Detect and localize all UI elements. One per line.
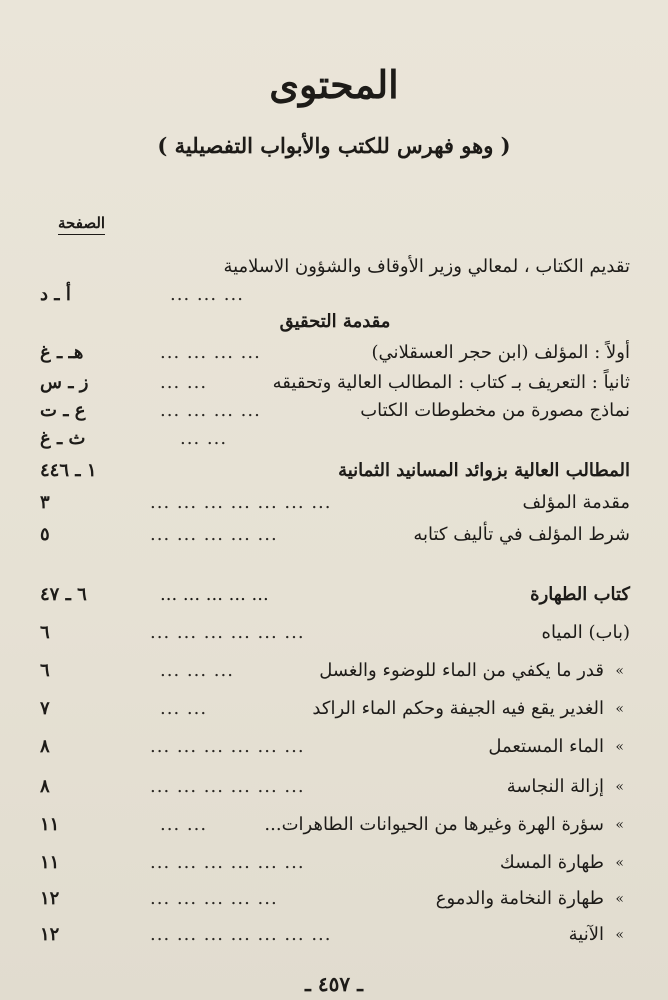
toc-entry xyxy=(40,694,630,724)
entry-leader: ... ... ... ... ... ... xyxy=(150,736,305,757)
heading-text: المطالب العالية بزوائد المسانيد الثمانية xyxy=(338,460,630,481)
entry-leader: ... ... ... ... ... xyxy=(160,584,269,605)
toc-entry xyxy=(40,520,630,550)
toc-entry xyxy=(40,338,630,368)
entry-page: ث ـ غ xyxy=(40,428,86,449)
heading-text: كتاب الطهارة xyxy=(530,584,630,605)
toc-entry xyxy=(40,424,630,454)
entry-leader: ... ... ... ... ... ... xyxy=(150,776,305,797)
entry-page: ٥ xyxy=(40,524,50,545)
entry-page: أ ـ د xyxy=(40,284,71,305)
ditto-mark: » xyxy=(615,701,624,717)
entry-text: طهارة المسك xyxy=(499,852,604,873)
page-title: المحتوى xyxy=(269,62,399,107)
entry-leader: ... ... ... ... xyxy=(160,342,261,363)
toc-entry xyxy=(40,488,630,518)
heading-page: ١ ـ ٤٤٦ xyxy=(40,460,97,481)
entry-text: الغدير يقع فيه الجيفة وحكم الماء الراكد xyxy=(312,698,604,719)
entry-text: (باب) المياه xyxy=(541,622,630,643)
toc-entry xyxy=(40,656,630,686)
entry-leader: ... ... xyxy=(160,372,208,393)
ditto-mark: » xyxy=(615,891,624,907)
entry-leader: ... ... ... ... ... xyxy=(150,888,278,909)
entry-leader: ... ... ... ... ... xyxy=(150,524,278,545)
entry-page: ٦ xyxy=(40,660,50,681)
ditto-mark: » xyxy=(615,779,624,795)
entry-page: ١١ xyxy=(40,814,60,835)
ditto-mark: » xyxy=(615,855,624,871)
entry-text: قدر ما يكفي من الماء للوضوء والغسل xyxy=(319,660,604,681)
entry-leader: ... ... xyxy=(160,814,208,835)
entry-leader: ... ... ... ... ... ... ... xyxy=(150,492,332,513)
heading-page: ٦ ـ ٤٧ xyxy=(40,584,87,605)
entry-text: إزالة النجاسة xyxy=(506,776,604,797)
entry-page: ع ـ ت xyxy=(40,400,86,421)
section-heading: مقدمة التحقيق xyxy=(279,311,391,332)
entry-page: ٨ xyxy=(40,776,50,797)
entry-leader: ... ... xyxy=(180,428,228,449)
ditto-mark: » xyxy=(615,927,624,943)
entry-text: طهارة النخامة والدموع xyxy=(435,888,604,909)
entry-page: ١٢ xyxy=(40,924,60,945)
toc-entry xyxy=(40,810,630,840)
entry-text: أولاً : المؤلف (ابن حجر العسقلاني) xyxy=(371,342,630,363)
page-subtitle: ( وهو فهرس للكتب والأبواب التفصيلية ) xyxy=(157,133,511,158)
toc-entry xyxy=(40,732,630,762)
entry-text: الآنية xyxy=(568,924,604,945)
entry-page: ١١ xyxy=(40,852,60,873)
ditto-mark: » xyxy=(615,739,624,755)
entry-page: ز ـ س xyxy=(40,372,89,393)
entry-leader: ... ... ... ... ... ... xyxy=(150,622,305,643)
toc-entry-continuation xyxy=(40,280,630,310)
toc-entry xyxy=(40,848,630,878)
toc-entry xyxy=(40,920,630,950)
entry-text: سؤرة الهرة وغيرها من الحيوانات الطاهرات... xyxy=(264,814,604,835)
entry-page: ٦ xyxy=(40,622,50,643)
entry-text: شرط المؤلف في تأليف كتابه xyxy=(413,524,630,545)
entry-page: ٨ xyxy=(40,736,50,757)
entry-leader: ... ... ... xyxy=(170,284,244,305)
ditto-mark: » xyxy=(615,817,624,833)
entry-leader: ... ... ... ... xyxy=(160,400,261,421)
entry-text: نماذج مصورة من مخطوطات الكتاب xyxy=(360,400,630,421)
toc-entry xyxy=(40,396,630,426)
section-heading xyxy=(40,580,630,610)
toc-entry xyxy=(40,368,630,398)
entry-leader: ... ... ... ... ... ... xyxy=(150,852,305,873)
entry-page: ٧ xyxy=(40,698,50,719)
page-column-label: الصفحة xyxy=(58,214,105,235)
entry-leader: ... ... ... xyxy=(160,660,234,681)
entry-text: الماء المستعمل xyxy=(488,736,604,757)
toc-entry xyxy=(40,772,630,802)
entry-page: هـ ـ غ xyxy=(40,342,84,363)
entry-leader: ... ... xyxy=(160,698,208,719)
ditto-mark: » xyxy=(615,663,624,679)
entry-text: ثانياً : التعريف بـ كتاب : المطالب العالية وتحقيقه xyxy=(272,372,630,393)
entry-text: مقدمة المؤلف xyxy=(522,492,630,513)
toc-entry xyxy=(40,618,630,648)
entry-page: ٣ xyxy=(40,492,50,513)
entry-text: تقديم الكتاب ، لمعالي وزير الأوقاف والشؤون الاسلامية xyxy=(223,256,630,277)
toc-entry xyxy=(40,884,630,914)
footer-page-number: ـ ٤٥٧ ـ xyxy=(305,972,363,996)
toc-entry xyxy=(40,252,630,282)
section-heading xyxy=(40,456,630,486)
entry-leader: ... ... ... ... ... ... ... xyxy=(150,924,332,945)
entry-page: ١٢ xyxy=(40,888,60,909)
